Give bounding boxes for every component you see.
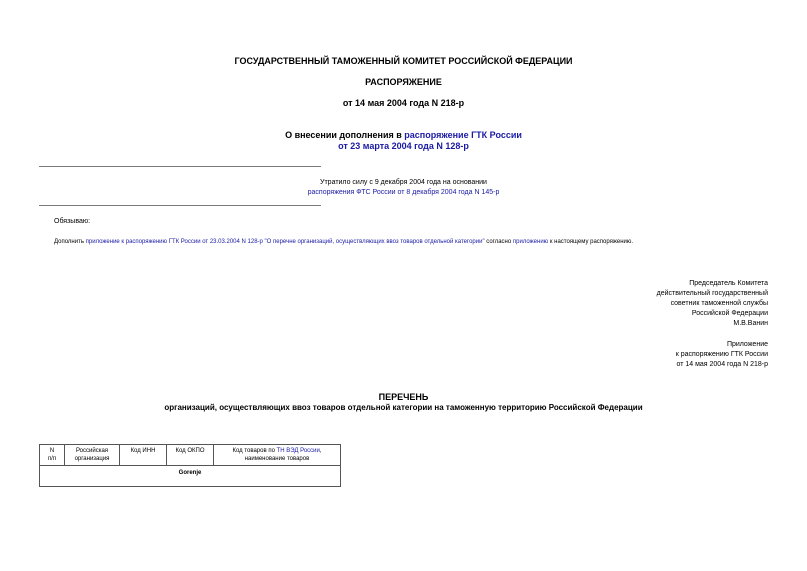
table-header-row bbox=[40, 445, 341, 466]
goods-header-prefix: Код товаров по bbox=[232, 448, 277, 454]
subject-prefix: О внесении дополнения в bbox=[285, 130, 405, 140]
signature-block bbox=[657, 279, 768, 329]
subject-link-order[interactable]: распоряжение ГТК России bbox=[404, 130, 522, 140]
table-group-cell: Gorenje bbox=[40, 466, 341, 487]
table-header-goods bbox=[214, 445, 341, 466]
paragraph-link-annex[interactable]: приложению bbox=[512, 239, 549, 245]
document-subject bbox=[0, 130, 807, 140]
paragraph-end: к настоящему распоряжению. bbox=[548, 239, 634, 245]
subject-link-date[interactable]: от 23 марта 2004 года N 128-р bbox=[338, 141, 469, 151]
table-header-okpo: Код ОКПО bbox=[167, 445, 214, 466]
document-date: от 14 мая 2004 года N 218-р bbox=[342, 98, 465, 108]
organizations-table bbox=[39, 444, 341, 487]
signature-line: советник таможенной службы bbox=[670, 300, 768, 307]
table-header-inn: Код ИНН bbox=[120, 445, 167, 466]
appendix-line: Приложение bbox=[726, 341, 768, 348]
appendix-block bbox=[676, 340, 768, 370]
document-type: РАСПОРЯЖЕНИЕ bbox=[365, 77, 442, 87]
status-link[interactable]: распоряжения ФТС России от 8 декабря 2004 года N 145-р bbox=[307, 189, 500, 196]
tnved-link[interactable]: ТН ВЭД России bbox=[276, 448, 320, 454]
signature-name: М.В.Ванин bbox=[733, 320, 768, 327]
status-note: Утратило силу с 9 декабря 2004 года на основании bbox=[320, 179, 487, 186]
table-row bbox=[40, 466, 341, 487]
signature-line: Председатель Комитета bbox=[689, 280, 768, 287]
paragraph-link-appendix[interactable]: приложение к распоряжению ГТК России от 23.03.2004 N 128-р "О перечне организаций, осуществляющих ввоз товаров отдельной категории" bbox=[85, 239, 485, 245]
obligate-text: Обязываю: bbox=[54, 218, 91, 225]
list-subtitle: организаций, осуществляющих ввоз товаров отдельной категории на таможенную территорию Российской Федерации bbox=[164, 403, 643, 412]
list-title: ПЕРЕЧЕНЬ bbox=[378, 392, 429, 402]
goods-header-suffix: , наименование товаров bbox=[244, 448, 322, 462]
paragraph-mid: согласно bbox=[484, 239, 513, 245]
agency-title: ГОСУДАРСТВЕННЫЙ ТАМОЖЕННЫЙ КОМИТЕТ РОССИЙСКОЙ ФЕДЕРАЦИИ bbox=[234, 56, 573, 66]
table-header-organization: Российская организация bbox=[65, 445, 120, 466]
appendix-line: к распоряжению ГТК России bbox=[675, 351, 768, 358]
table-header-number: N п/п bbox=[40, 445, 65, 466]
divider-top bbox=[39, 166, 321, 167]
body-paragraph bbox=[54, 239, 633, 245]
appendix-line: от 14 мая 2004 года N 218-р bbox=[676, 361, 768, 368]
signature-line: Российской Федерации bbox=[691, 310, 768, 317]
signature-line: действительный государственный bbox=[656, 290, 768, 297]
divider-bottom bbox=[39, 205, 321, 206]
paragraph-start: Дополнить bbox=[54, 239, 86, 245]
